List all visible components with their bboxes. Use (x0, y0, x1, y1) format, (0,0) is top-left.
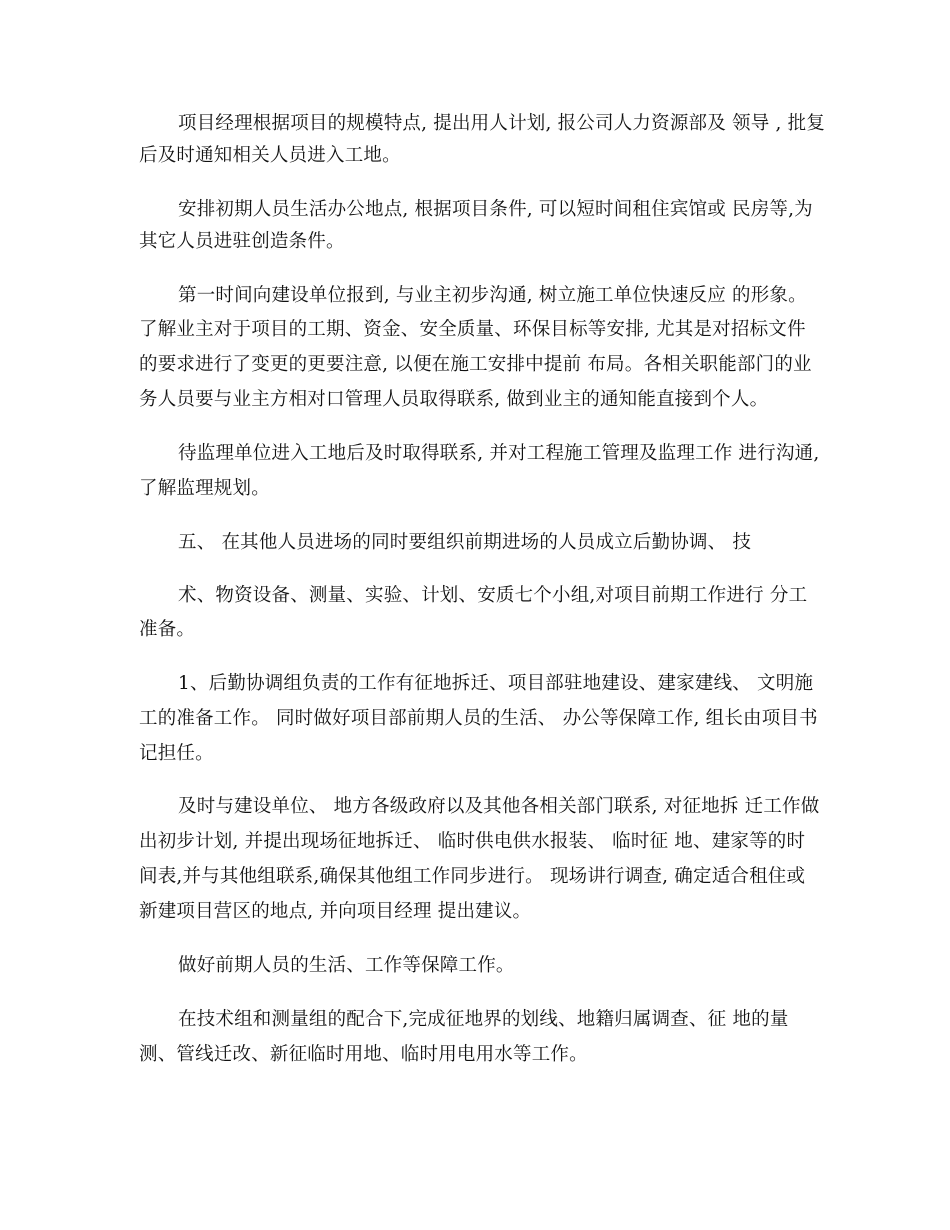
text-line: 了解监理规划。 (139, 478, 270, 499)
text-line: 术、物资设备、测量、实验、计划、安质七个小组,对项目前期工作进行 分工 (178, 585, 808, 606)
text-line: 务人员要与业主方相对口管理人员取得联系, 做到业主的通知能直接到个人。 (139, 389, 769, 410)
text-line: 其它人员进驻创造条件。 (139, 231, 345, 252)
text-line: 了解业主对于项目的工期、资金、安全质量、环保目标等安排, 尤其是对招标文件 (139, 319, 806, 340)
text-line: 第一时间向建设单位报到, 与业主初步沟通, 树立施工单位快速反应 的形象。 (178, 285, 807, 306)
text-line: 间表,并与其他组联系,确保其他组工作同步进行。 现场讲行调查, 确定适合租住或 (139, 866, 806, 887)
text-line: 记担任。 (139, 743, 214, 764)
text-line: 安排初期人员生活办公地点, 根据项目条件, 可以短时间租住宾馆或 民房等,为 (178, 199, 813, 220)
text-line: 待监理单位进入工地后及时取得联系, 并对工程施工管理及监理工作 进行沟通, (178, 443, 820, 464)
text-line: 出初步计划, 并提出现场征地拆迁、 临时供电供水报装、 临时征 地、建家等的时 (139, 831, 806, 852)
text-line: 五、 在其他人员进场的同时要组织前期进场的人员成立后勤协调、 技 (178, 532, 752, 553)
text-line: 项目经理根据项目的规模特点, 提出用人计划, 报公司人力资源部及 领导 , 批复 (178, 113, 826, 134)
text-line: 在技术组和测量组的配合下,完成征地界的划线、地籍归属调查、征 地的量 (178, 1009, 789, 1030)
text-line: 新建项目营区的地点, 并向项目经理 提出建议。 (139, 901, 532, 922)
text-line: 及时与建设单位、 地方各级政府以及其他各相关部门联系, 对征地拆 迁工作做 (178, 796, 820, 817)
text-line: 做好前期人员的生活、工作等保障工作。 (178, 955, 515, 976)
text-line: 工的准备工作。 同时做好项目部前期人员的生活、 办公等保障工作, 组长由项目书 (139, 708, 818, 729)
text-line: 的要求进行了变更的更要注意, 以便在施工安排中提前 布局。各相关职能部门的业 (139, 354, 812, 375)
text-line: 测、管线迁改、新征临时用地、临时用电用水等工作。 (139, 1044, 588, 1065)
text-line: 1、后勤协调组负责的工作有征地拆迁、项目部驻地建设、建家建线、 文明施 (178, 673, 814, 694)
text-line: 后及时通知相关人员进入工地。 (139, 145, 401, 166)
text-line: 准备。 (139, 619, 196, 640)
